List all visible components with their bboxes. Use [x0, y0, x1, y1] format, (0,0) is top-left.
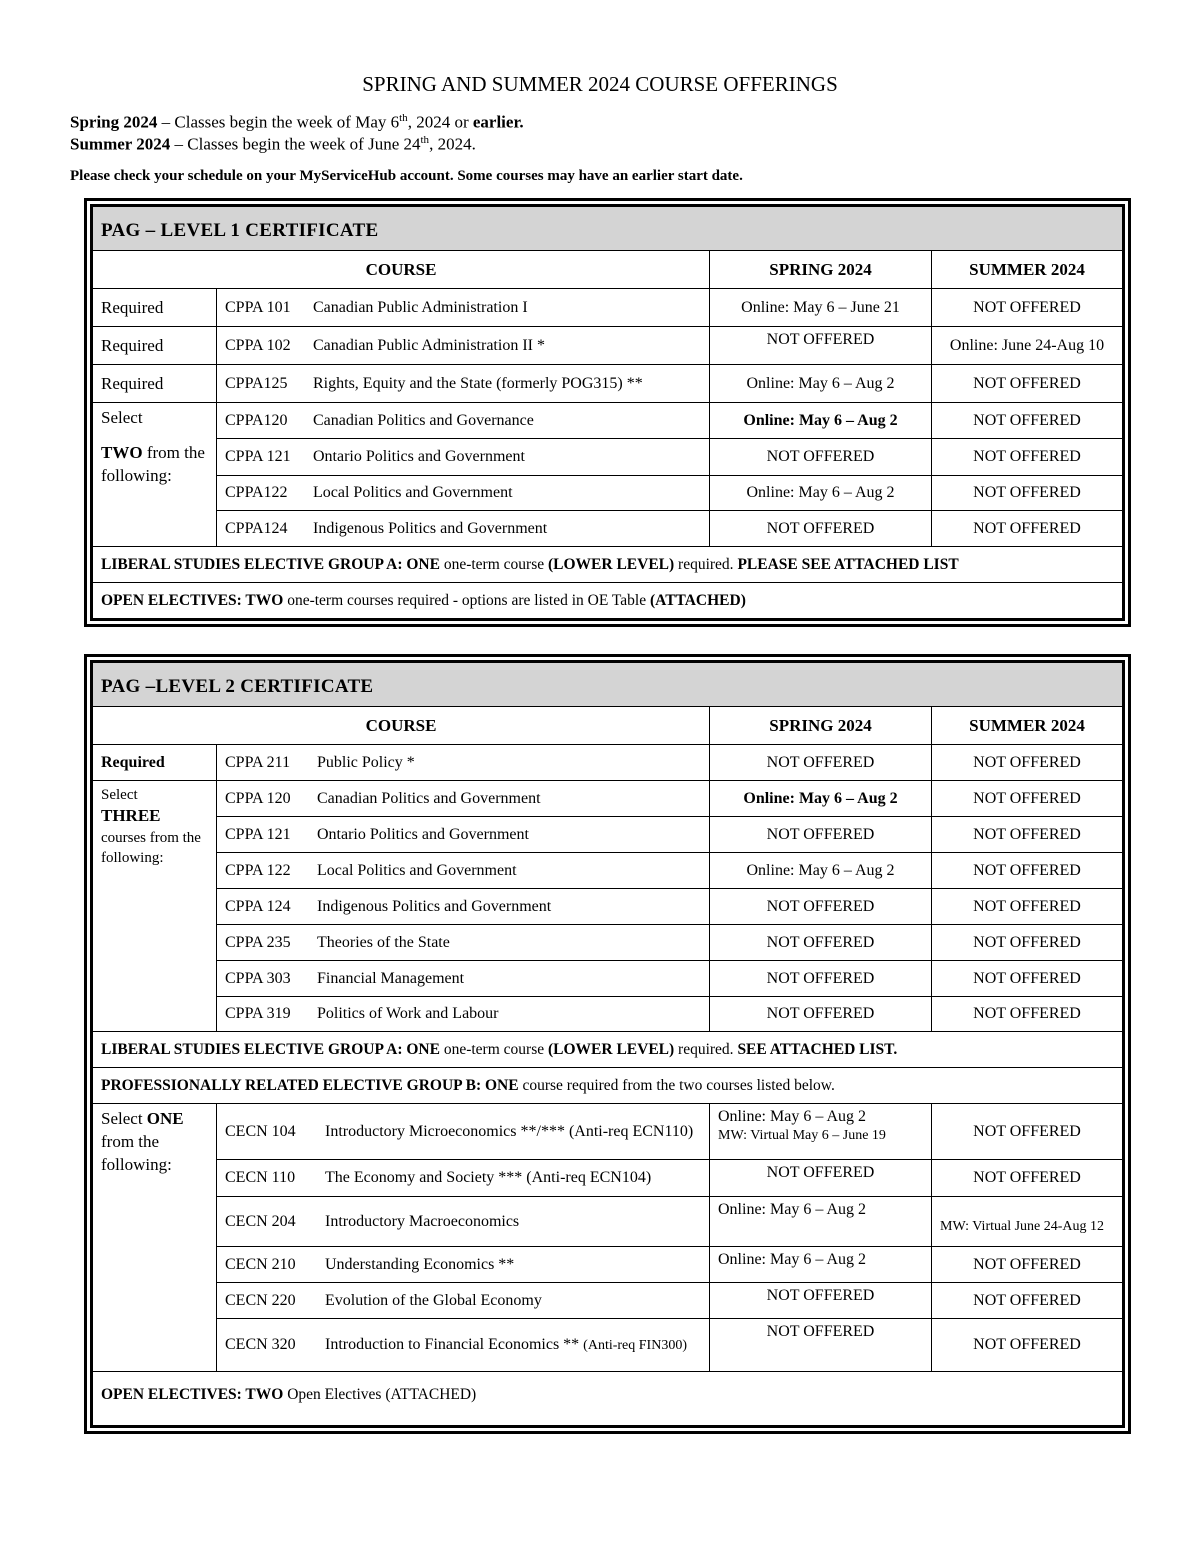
course-name: Canadian Politics and Government: [317, 789, 541, 807]
table-row: [93, 403, 1123, 439]
liberal-b: one-term course: [439, 555, 548, 573]
level2-col-course: COURSE: [93, 707, 710, 745]
requirement-label: Required: [93, 327, 217, 365]
course-code: CPPA 121: [225, 448, 291, 465]
summer-label: Summer 2024: [70, 134, 171, 154]
schedule-notice: Please check your schedule on your MyServiceHub account. Some courses may have an earlier start date.: [70, 168, 743, 184]
summer-offering: NOT OFFERED: [932, 997, 1123, 1032]
summer-offering: NOT OFFERED: [932, 853, 1123, 889]
open-b: Open Electives (ATTACHED): [283, 1386, 477, 1403]
table-row: [93, 511, 1123, 547]
course-code: CPPA 120: [225, 789, 291, 807]
prof-a: PROFESSIONALLY RELATED ELECTIVE GROUP B: ONE: [101, 1076, 519, 1094]
spring-start-line: [70, 112, 524, 133]
summer-offering: NOT OFFERED: [932, 289, 1123, 327]
table-row: [93, 439, 1123, 476]
course-code: CPPA 121: [225, 825, 291, 843]
liberal-c: (LOWER LEVEL): [547, 1040, 675, 1058]
spring-offering: NOT OFFERED: [710, 997, 932, 1032]
course-code: CECN 110: [225, 1169, 296, 1186]
liberal-a: LIBERAL STUDIES ELECTIVE GROUP A: ONE: [101, 555, 440, 573]
course-code: CECN 204: [225, 1212, 296, 1230]
table-row: [93, 853, 1123, 889]
summer-offering: NOT OFFERED: [932, 781, 1123, 817]
liberal-e: SEE ATTACHED LIST.: [737, 1040, 898, 1058]
course-code: CPPA122: [225, 484, 288, 501]
select-rest: from the following:: [101, 442, 205, 485]
course-code: CPPA 319: [225, 1005, 291, 1022]
course-name: Introductory Macroeconomics: [325, 1212, 520, 1230]
course-name: Canadian Public Administration II *: [313, 336, 545, 354]
course-code: CPPA120: [225, 411, 288, 429]
level2-title: PAG –LEVEL 2 CERTIFICATE: [93, 663, 1123, 707]
select-text: Select: [101, 408, 143, 427]
summer-offering: NOT OFFERED: [932, 961, 1123, 997]
liberal-d: required.: [674, 555, 738, 573]
level2-table: [92, 662, 1123, 1426]
requirement-label: Required: [93, 745, 217, 781]
liberal-a: LIBERAL STUDIES ELECTIVE GROUP A: ONE: [101, 1040, 440, 1058]
course-code: CPPA125: [225, 374, 288, 392]
table-row: [93, 1247, 1123, 1283]
course-antireq: (Anti-req FIN300): [583, 1338, 687, 1354]
course-code: CECN 210: [225, 1255, 296, 1273]
table-row: [93, 997, 1123, 1032]
course-code: CECN 104: [225, 1122, 296, 1140]
level1-title: PAG – LEVEL 1 CERTIFICATE: [93, 207, 1123, 251]
summer-text: – Classes begin the week of June 24: [170, 134, 421, 154]
requirement-label: Required: [93, 289, 217, 327]
spring-offering: Online: May 6 – Aug 2: [710, 476, 932, 511]
table-row: [93, 745, 1123, 781]
course-name: Canadian Public Administration I: [313, 298, 528, 316]
course-name: Rights, Equity and the State (formerly POG315) **: [313, 374, 643, 392]
liberal-e: PLEASE SEE ATTACHED LIST: [737, 555, 959, 573]
course-name: Local Politics and Government: [317, 861, 517, 879]
course-code: CPPA 211: [225, 753, 291, 771]
spring-offering: Online: May 6 – Aug 2: [710, 853, 932, 889]
spring-offering: NOT OFFERED: [710, 1319, 932, 1372]
spring-sup: th: [399, 112, 408, 124]
table-row: [93, 1197, 1123, 1247]
summer-offering: NOT OFFERED: [932, 1283, 1123, 1319]
summer-offering: NOT OFFERED: [932, 439, 1123, 476]
spring-offering: Online: May 6 – Aug 2: [710, 1197, 932, 1247]
level2-col-spring: SPRING 2024: [710, 707, 932, 745]
spring-offering: NOT OFFERED: [710, 1283, 932, 1319]
spring-offering-2: MW: Virtual May 6 – June 19: [718, 1127, 886, 1143]
liberal-b: one-term course: [439, 1040, 548, 1058]
course-code: CECN 320: [225, 1336, 296, 1354]
summer-offering: NOT OFFERED: [932, 745, 1123, 781]
spring-offering: Online: May 6 – Aug 2: [710, 365, 932, 403]
level1-col-course: COURSE: [93, 251, 710, 289]
spring-offering: NOT OFFERED: [710, 327, 932, 365]
table-row: [93, 1319, 1123, 1372]
prof-b: course required from the two courses listed below.: [518, 1076, 835, 1094]
spring-offering: Online: May 6 – Aug 2: [710, 781, 932, 817]
course-code: CPPA 235: [225, 933, 291, 951]
course-code: CPPA 101: [225, 298, 291, 316]
liberal-studies-row: [93, 1032, 1123, 1068]
open-b: one-term courses required - options are listed in OE Table: [283, 591, 650, 609]
table-row: [93, 889, 1123, 925]
spring-offering: NOT OFFERED: [710, 817, 932, 853]
summer-offering: NOT OFFERED: [932, 365, 1123, 403]
spring-offering: NOT OFFERED: [710, 745, 932, 781]
course-name: Financial Management: [317, 969, 465, 987]
select-rest: courses from the following:: [101, 830, 201, 867]
spring-earlier: earlier.: [472, 112, 524, 132]
level1-col-spring: SPRING 2024: [710, 251, 932, 289]
summer-offering: NOT OFFERED: [932, 1247, 1123, 1283]
summer-offering: NOT OFFERED: [932, 817, 1123, 853]
select-count: TWO: [101, 442, 143, 462]
liberal-d: required.: [674, 1040, 738, 1058]
table-row: [93, 476, 1123, 511]
table-row: [93, 961, 1123, 997]
course-name: Theories of the State: [317, 933, 450, 951]
summer-text-b: , 2024.: [429, 134, 476, 154]
spring-offering: Online: May 6 – Aug 2: [710, 403, 932, 439]
course-name: Evolution of the Global Economy: [325, 1291, 542, 1309]
course-code: CECN 220: [225, 1291, 296, 1309]
select-three-label: [93, 781, 217, 1032]
level1-col-summer: SUMMER 2024: [932, 251, 1123, 289]
liberal-studies-row: [93, 547, 1123, 583]
spring-text-b: , 2024 or: [407, 112, 473, 132]
spring-offering: NOT OFFERED: [710, 889, 932, 925]
table-row: [93, 1160, 1123, 1197]
course-code: CPPA 303: [225, 969, 291, 987]
spring-text: – Classes begin the week of May 6: [157, 112, 400, 132]
spring-offering: NOT OFFERED: [710, 961, 932, 997]
table-row: [93, 365, 1123, 403]
open-electives-row: [93, 583, 1123, 619]
course-name: The Economy and Society *** (Anti-req ECN104): [325, 1169, 652, 1186]
course-name: Indigenous Politics and Government: [317, 897, 552, 915]
course-name: Ontario Politics and Government: [313, 448, 525, 465]
spring-offering: Online: May 6 – Aug 2: [718, 1108, 866, 1125]
select-count: ONE: [146, 1109, 184, 1128]
course-name: Public Policy *: [317, 753, 415, 771]
summer-offering: NOT OFFERED: [932, 1160, 1123, 1197]
select-count: THREE: [101, 806, 161, 826]
course-code: CPPA124: [225, 519, 288, 537]
course-name: Politics of Work and Labour: [317, 1005, 499, 1022]
select-text: Select: [101, 787, 138, 803]
spring-offering: Online: May 6 – Aug 2: [710, 1247, 932, 1283]
select-text: Select: [101, 1109, 147, 1128]
table-row: [93, 817, 1123, 853]
summer-offering: NOT OFFERED: [932, 1104, 1123, 1160]
select-rest: from the following:: [101, 1131, 172, 1174]
open-electives-row: [93, 1372, 1123, 1426]
spring-offering: NOT OFFERED: [710, 439, 932, 476]
level1-table: [92, 206, 1123, 619]
course-code: CPPA 122: [225, 861, 291, 879]
level2-table-box: [84, 654, 1131, 1434]
professional-elective-row: [93, 1068, 1123, 1104]
table-row: [93, 1104, 1123, 1160]
level1-table-box: [84, 198, 1131, 627]
select-two-label: [93, 403, 217, 547]
requirement-label: Required: [93, 365, 217, 403]
summer-offering: Online: June 24-Aug 10: [932, 327, 1123, 365]
summer-offering: NOT OFFERED: [932, 1319, 1123, 1372]
summer-offering: MW: Virtual June 24-Aug 12: [932, 1197, 1123, 1247]
course-name: Introductory Microeconomics **/*** (Anti-req ECN110): [325, 1122, 694, 1140]
select-one-label: [93, 1104, 217, 1372]
spring-offering: Online: May 6 – June 21: [710, 289, 932, 327]
course-name: Indigenous Politics and Government: [313, 519, 548, 537]
course-name: Introduction to Financial Economics **: [325, 1336, 584, 1354]
summer-offering: NOT OFFERED: [932, 889, 1123, 925]
open-c: (ATTACHED): [649, 591, 746, 609]
summer-start-line: [70, 134, 476, 155]
document-title: SPRING AND SUMMER 2024 COURSE OFFERINGS: [362, 72, 838, 96]
table-row: [93, 1283, 1123, 1319]
course-name: Local Politics and Government: [313, 484, 513, 501]
spring-offering: NOT OFFERED: [710, 511, 932, 547]
table-row: [93, 327, 1123, 365]
table-row: [93, 925, 1123, 961]
summer-sup: th: [420, 134, 430, 146]
level2-col-summer: SUMMER 2024: [932, 707, 1123, 745]
table-row: [93, 289, 1123, 327]
course-name: Canadian Politics and Governance: [313, 411, 534, 429]
summer-offering: NOT OFFERED: [932, 511, 1123, 547]
open-a: OPEN ELECTIVES: TWO: [101, 591, 284, 609]
course-code: CPPA 124: [225, 897, 291, 915]
summer-offering: NOT OFFERED: [932, 403, 1123, 439]
course-name: Ontario Politics and Government: [317, 825, 529, 843]
course-code: CPPA 102: [225, 336, 291, 354]
spring-label: Spring 2024: [70, 112, 158, 132]
liberal-c: (LOWER LEVEL): [547, 555, 675, 573]
summer-offering: NOT OFFERED: [932, 476, 1123, 511]
table-row: [93, 781, 1123, 817]
course-name: Understanding Economics **: [325, 1255, 515, 1273]
spring-offering: NOT OFFERED: [710, 925, 932, 961]
open-a: OPEN ELECTIVES: TWO: [101, 1386, 284, 1403]
summer-offering: NOT OFFERED: [932, 925, 1123, 961]
spring-offering: NOT OFFERED: [710, 1160, 932, 1197]
